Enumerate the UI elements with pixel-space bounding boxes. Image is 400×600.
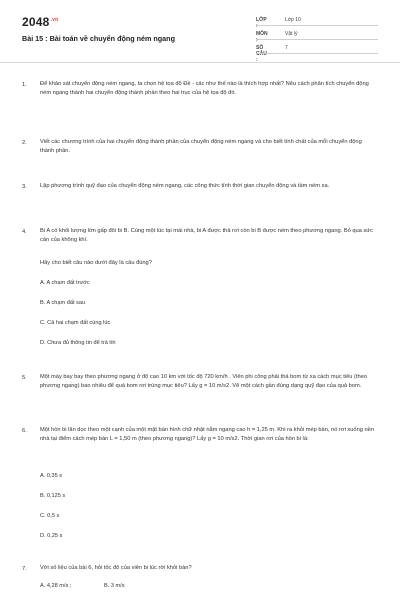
question-text: Một máy bay bay theo phương ngang ở độ cao 10 km với tốc độ 720 km/h . Viên phi công phải thả bom từ xa cách mục tiêu (theo phương ngang) bao nhiêu để quả bom rơi trúng mục tiêu? Lấy g = 10 m/s2. Vẽ một cách gần đúng dạng quỹ đạo của quả bom. [40,374,367,389]
question-text: Bi A có khối lượng lớn gấp đôi bi B. Cùng một lúc tại mái nhà, bi A được thả rơi còn bi B được ném theo phương ngang. Bỏ qua sức cản của không khí. [40,228,373,243]
question-text: Để khảo sát chuyển động ném ngang, ta chọn hệ tọa độ Đề - các như thế nào là thích hợp nhất? Nêu cách phân tích chuyển động ném ngang thành hai chuyển động thành phần theo hai trục của hệ tọa độ đó. [40,81,369,96]
answer-option-b[interactable]: B. 3 m/s [104,583,125,589]
meta-value: 7 [285,45,288,51]
meta-label: SỐ CÂU : [256,45,267,63]
question-number: 5. [22,375,27,381]
site-logo[interactable] [22,15,58,29]
question-number: 2. [22,140,27,146]
question-subtext: Hãy cho biết câu nào dưới đây là câu đúng? [40,260,152,266]
logo-suffix: .vn [50,17,59,23]
answer-option-a[interactable]: A. 0,35 s [40,473,63,479]
question-number: 3. [22,184,27,190]
question-text: Lập phương trình quỹ đạo của chuyển động ném ngang, các công thức tính thời gian chuyển động và tầm ném xa. [40,183,330,189]
meta-underline [256,53,378,54]
header-divider [0,62,400,63]
question-number: 6. [22,428,27,434]
meta-underline [256,25,378,26]
question-text: Viết các chương trình của hai chuyển động thành phần của chuyển động ném ngang và cho biết tính chất của mỗi chuyển động thành phần. [40,139,362,154]
meta-label: MÔN : [256,31,268,43]
page-title: Bài 15 : Bài toán về chuyển động ném ngang [22,34,175,43]
meta-value: Vật lý [285,31,298,37]
answer-option-c[interactable]: C. 0,5 s [40,513,60,519]
answer-option-d[interactable]: D. Chưa đủ thông tin để trả lời [40,340,116,346]
logo-text: 2048 [22,15,50,29]
question-number: 7. [22,566,27,572]
answer-option-a[interactable]: A. A chạm đất trước [40,280,90,286]
question-text: Một hòn bi lăn dọc theo một cạnh của một mặt bàn hình chữ nhật nằm ngang cao h = 1,25 m. Khi ra khỏi mép bàn, nó rơi xuống nền nhà tại điểm cách mép bàn L = 1,50 m (theo phương ngang)? Lấy g = 10 m/s2. Thời gian rơi của hòn bi là: [40,427,374,442]
answer-option-c[interactable]: C. Cả hai chạm đất cùng lúc [40,320,111,326]
meta-value: Lớp 10 [285,17,301,23]
question-text: Với số liệu của bài 6, hỏi tốc độ của viên bi lúc rời khỏi bàn? [40,565,192,571]
question-number: 1. [22,82,27,88]
answer-option-a[interactable]: A. 4,28 m/s ; [40,583,72,589]
meta-underline [256,39,378,40]
answer-option-b[interactable]: B. A chạm đất sau [40,300,86,306]
answer-option-b[interactable]: B. 0,125 s [40,493,66,499]
worksheet-header [0,0,400,63]
meta-label: LỚP : [256,17,267,29]
question-number: 4. [22,229,27,235]
answer-option-d[interactable]: D. 0,25 s [40,533,63,539]
